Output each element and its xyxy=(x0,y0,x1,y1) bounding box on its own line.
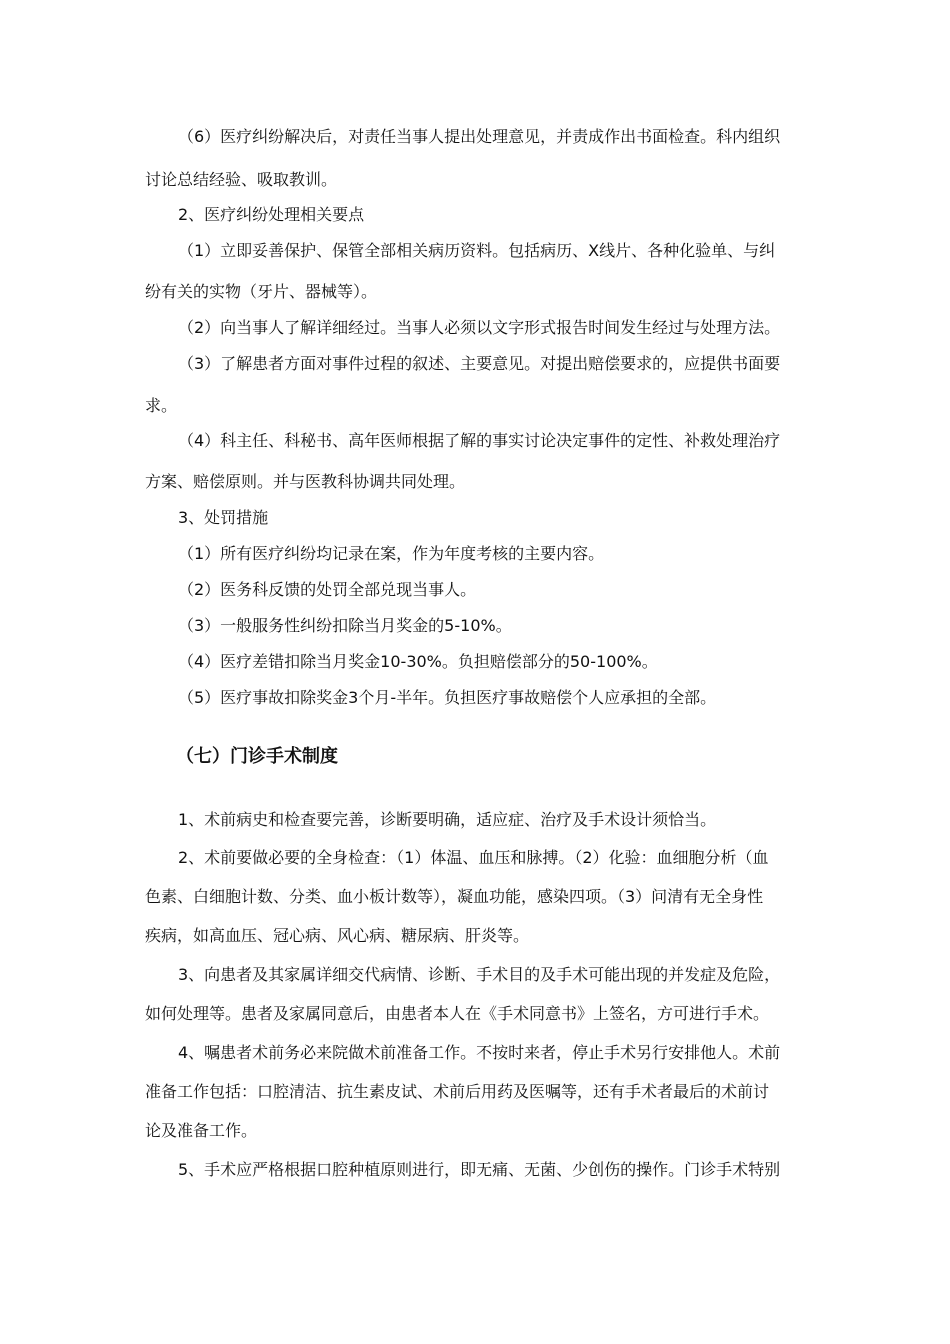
paragraph-line: 疾病，如高血压、冠心病、风心病、糖尿病、肝炎等。 xyxy=(145,926,530,945)
paragraph-line: 论及准备工作。 xyxy=(145,1121,258,1140)
paragraph-line: 如何处理等。患者及家属同意后，由患者本人在《手术同意书》上签名，方可进行手术。 xyxy=(145,1004,770,1023)
paragraph-line: 3、向患者及其家属详细交代病情、诊断、手术目的及手术可能出现的并发症及危险， xyxy=(178,965,781,984)
paragraph-line: （1）立即妥善保护、保管全部相关病历资料。包括病历、X线片、各种化验单、与纠 xyxy=(178,241,776,260)
paragraph-line: 方案、赔偿原则。并与医教科协调共同处理。 xyxy=(145,472,466,491)
paragraph-line: （6）医疗纠纷解决后，对责任当事人提出处理意见，并责成作出书面检查。科内组织 xyxy=(178,127,781,146)
paragraph-line: （4）科主任、科秘书、高年医师根据了解的事实讨论决定事件的定性、补救处理治疗 xyxy=(178,431,781,450)
section-subheading: 3、处罚措施 xyxy=(178,508,269,527)
paragraph-line: （3）一般服务性纠纷扣除当月奖金的5-10%。 xyxy=(178,616,512,635)
paragraph-line: （2）向当事人了解详细经过。当事人必须以文字形式报告时间发生经过与处理方法。 xyxy=(178,318,781,337)
paragraph-line: （2）医务科反馈的处罚全部兑现当事人。 xyxy=(178,580,477,599)
paragraph-line: （1）所有医疗纠纷均记录在案，作为年度考核的主要内容。 xyxy=(178,544,605,563)
paragraph-line: 讨论总结经验、吸取教训。 xyxy=(145,170,338,189)
paragraph-line: 纷有关的实物（牙片、器械等）。 xyxy=(145,282,378,301)
paragraph-line: 2、术前要做必要的全身检查：（1）体温、血压和脉搏。（2）化验：血细胞分析（血 xyxy=(178,848,769,867)
paragraph-line: （4）医疗差错扣除当月奖金10-30%。负担赔偿部分的50-100%。 xyxy=(178,652,658,671)
paragraph-line: 5、手术应严格根据口腔种植原则进行，即无痛、无菌、少创伤的操作。门诊手术特别 xyxy=(178,1160,781,1179)
paragraph-line: 求。 xyxy=(145,396,178,415)
paragraph-line: （5）医疗事故扣除奖金3个月-半年。负担医疗事故赔偿个人应承担的全部。 xyxy=(178,688,717,707)
section-subheading: 2、医疗纠纷处理相关要点 xyxy=(178,205,365,224)
paragraph-line: 准备工作包括：口腔清洁、抗生素皮试、术前后用药及医嘱等，还有手术者最后的术前讨 xyxy=(145,1082,770,1101)
paragraph-line: 1、术前病史和检查要完善，诊断要明确，适应症、治疗及手术设计须恰当。 xyxy=(178,810,717,829)
section-heading: （七）门诊手术制度 xyxy=(176,746,338,767)
paragraph-line: （3）了解患者方面对事件过程的叙述、主要意见。对提出赔偿要求的，应提供书面要 xyxy=(178,354,781,373)
paragraph-line: 4、嘱患者术前务必来院做术前准备工作。不按时来者，停止手术另行安排他人。术前 xyxy=(178,1043,781,1062)
paragraph-line: 色素、白细胞计数、分类、血小板计数等），凝血功能，感染四项。（3）问清有无全身性 xyxy=(145,887,764,906)
